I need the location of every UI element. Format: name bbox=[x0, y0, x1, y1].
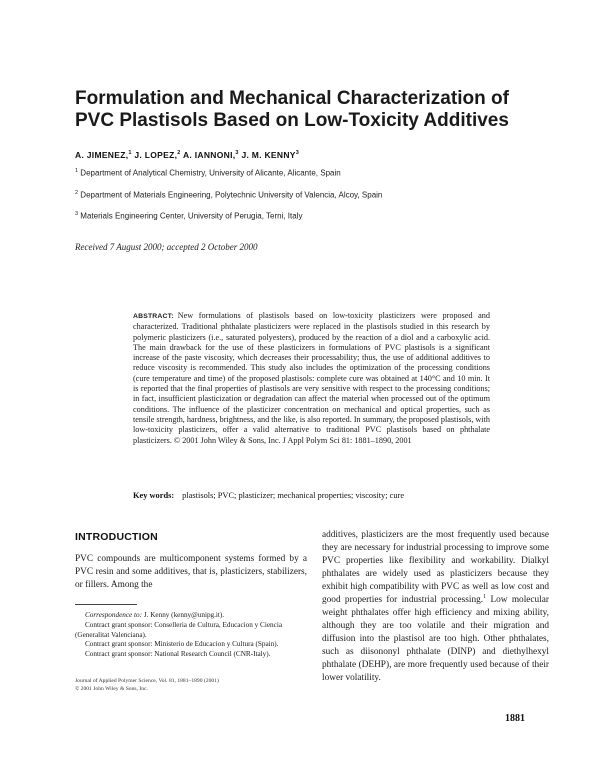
journal-citation: Journal of Applied Polymer Science, Vol. 81, 1881–1890 (2001) © 2001 John Wiley & Sons, Inc. bbox=[75, 678, 219, 692]
author: J. M. KENNY bbox=[241, 150, 296, 160]
keywords-label: Key words: bbox=[133, 491, 175, 500]
footnotes bbox=[75, 611, 307, 660]
received-date: Received 7 August 2000; accepted 2 October 2000 bbox=[75, 242, 258, 252]
article-title: Formulation and Mechanical Characterization of PVC Plastisols Based on Low-Toxicity Additives bbox=[75, 88, 509, 131]
abstract-label: ABSTRACT: bbox=[133, 313, 174, 320]
author: A. IANNONI, bbox=[182, 150, 236, 160]
abstract-text: New formulations of plastisols based on low-toxicity plasticizers were proposed and characterized. Traditional phthalate plasticizers were replaced in the plastisols studied in this research by polymeric plasticizers (i.e., saturated polyesters), produced by the reaction of a diol and a carboxylic acid. The main drawback for the use of these plasticizers in formulations of PVC plastisols is a significant increase of the paste viscosity, which decreases their processability; thus, the use of additional additives to reduce viscosity is recommended. This study also includes the optimization of the processing conditions (cure temperature and time) of the proposed plastisols: complete cure was obtained at 140°C and 10 min. It is reported that the final properties of plastisols are very sensitive with respect to the processing conditions; in fact, insufficient plasticization or degradation can affect the material when processed out of the optimum conditions. The influence of the plasticizer concentration on mechanical and optical properties, such as tensile strength, hardness, brightness, and the like, is also reported. In summary, the proposed plastisols, with low-toxicity plasticizers, offer a valid alternative to traditional PVC plastisols based on phthalate plasticizers. © 2001 John Wiley & Sons, Inc. J Appl Polym Sci 81: 1881–1890, 2001 bbox=[133, 311, 490, 445]
keywords bbox=[133, 491, 493, 500]
keywords-text: plastisols; PVC; plasticizer; mechanical properties; viscosity; cure bbox=[182, 491, 405, 500]
author: J. LOPEZ, bbox=[134, 150, 178, 160]
correspondence-note: Correspondence to: J. Kenny (kenny@unipg.it). bbox=[85, 611, 225, 619]
affiliation: $^2$ Department of Materials Engineering, Polytechnic University of Valencia, Alcoy, Spain bbox=[75, 190, 383, 200]
grant-note: Contract grant sponsor: National Research Council (CNR-Italy). bbox=[85, 650, 271, 659]
grant-note: Contract grant sponsor: Conselleria de Cultura, Educacion y Ciencia (Generalitat Valenciana). bbox=[75, 620, 283, 639]
page-number: 1881 bbox=[505, 713, 525, 724]
affiliation: $^1$ Department of Analytical Chemistry, University of Alicante, Alicante, Spain bbox=[75, 168, 341, 178]
author: A. JIMENEZ, bbox=[75, 150, 129, 160]
affiliation: $^3$ Materials Engineering Center, University of Perugia, Terni, Italy bbox=[75, 211, 303, 221]
body-text-right: additives, plasticizers are the most frequently used because they are necessary for industrial processing to improve some PVC properties like flexibility and workability. Dialkyl phthalates are widely used as plasticizers because they exhibit high compatibility with PVC as well as low cost and good properties for industrial processing.$^1$ Low molecular weight phthalates offer high efficiency and mixing ability, although they are too volatile and their migration and diffusion into the plastisol are too high. Other phthalates, such as diisononyl phthalate (DINP) and diethylhexyl phthalate (DEHP), are more frequently used because of their lower volatility. bbox=[322, 530, 549, 683]
section-heading: INTRODUCTION bbox=[75, 531, 158, 543]
abstract bbox=[133, 311, 490, 446]
reference-marker: 1 bbox=[483, 593, 487, 600]
body-text-left: PVC compounds are multicomponent systems formed by a PVC resin and some additives, that is, plasticizers, stabilizers, or fillers. Among the bbox=[75, 554, 307, 590]
grant-note: Contract grant sponsor: Ministerio de Educacion y Cultura (Spain). bbox=[85, 640, 279, 649]
author-list: A. JIMENEZ,$^1$ J. LOPEZ,$^2$ A. IANNONI,$^3$ J. M. KENNY$^3$ bbox=[75, 150, 300, 160]
footnote-divider bbox=[75, 604, 137, 605]
